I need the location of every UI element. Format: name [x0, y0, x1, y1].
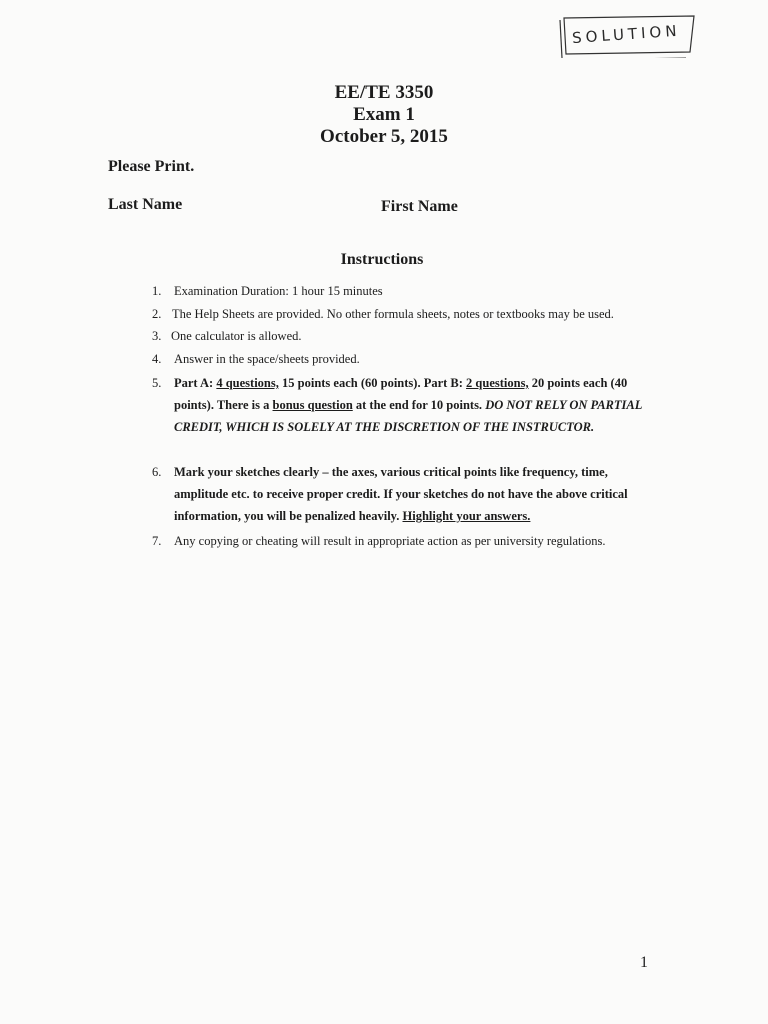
please-print-label: Please Print.	[108, 158, 195, 175]
item-text: Answer in the space/sheets provided.	[174, 352, 360, 366]
partial-credit-warning: DO NOT RELY ON PARTIAL CREDIT, WHICH IS SOLELY AT THE DISCRETION OF THE INSTRUCTOR.	[174, 398, 642, 434]
sketch-instructions: Mark your sketches clearly – the axes, various critical points like frequency, time, amplitude etc. to receive proper credit. If your sketches do not have the above critical information, you will be penalized heavily.	[174, 465, 628, 523]
item-text: Examination Duration: 1 hour 15 minutes	[174, 284, 383, 298]
item-text	[174, 372, 652, 438]
instructions-title: Instructions	[340, 251, 424, 268]
item-text: One calculator is allowed.	[171, 329, 302, 343]
bonus-points: at the end for 10 points.	[352, 398, 486, 412]
first-name-label: First Name	[381, 198, 458, 215]
part-b-count: 2 questions,	[466, 376, 529, 390]
item-number: 5.	[152, 376, 162, 390]
stamp-text: SOLUTION	[571, 21, 682, 48]
exam-header	[0, 82, 768, 148]
part-a-label: Part A:	[174, 376, 217, 390]
part-a-points: 15 points each (60 points). Part B:	[278, 376, 467, 390]
exam-title: Exam 1	[353, 104, 415, 125]
item-number: 1.	[152, 284, 162, 298]
item-text	[174, 461, 652, 527]
course-title: EE/TE 3350	[334, 82, 434, 103]
exam-date: October 5, 2015	[320, 126, 448, 147]
solution-stamp	[556, 14, 698, 58]
item-number: 4.	[152, 352, 162, 366]
item-text: Any copying or cheating will result in appropriate action as per university regulations.	[174, 534, 606, 548]
item-number: 3.	[152, 329, 162, 343]
bonus-question-text: bonus question	[272, 398, 353, 412]
highlight-answers: Highlight your answers.	[402, 509, 531, 523]
part-a-count: 4 questions,	[216, 376, 279, 390]
item-number: 7.	[152, 534, 162, 548]
item-number: 2.	[152, 307, 162, 321]
page-number: 1	[640, 954, 648, 971]
item-text: The Help Sheets are provided. No other formula sheets, notes or textbooks may be used.	[172, 307, 614, 321]
item-number: 6.	[152, 465, 162, 479]
part-b-points: 20 points each (40 points). There is a	[174, 376, 628, 412]
last-name-label: Last Name	[108, 196, 183, 213]
